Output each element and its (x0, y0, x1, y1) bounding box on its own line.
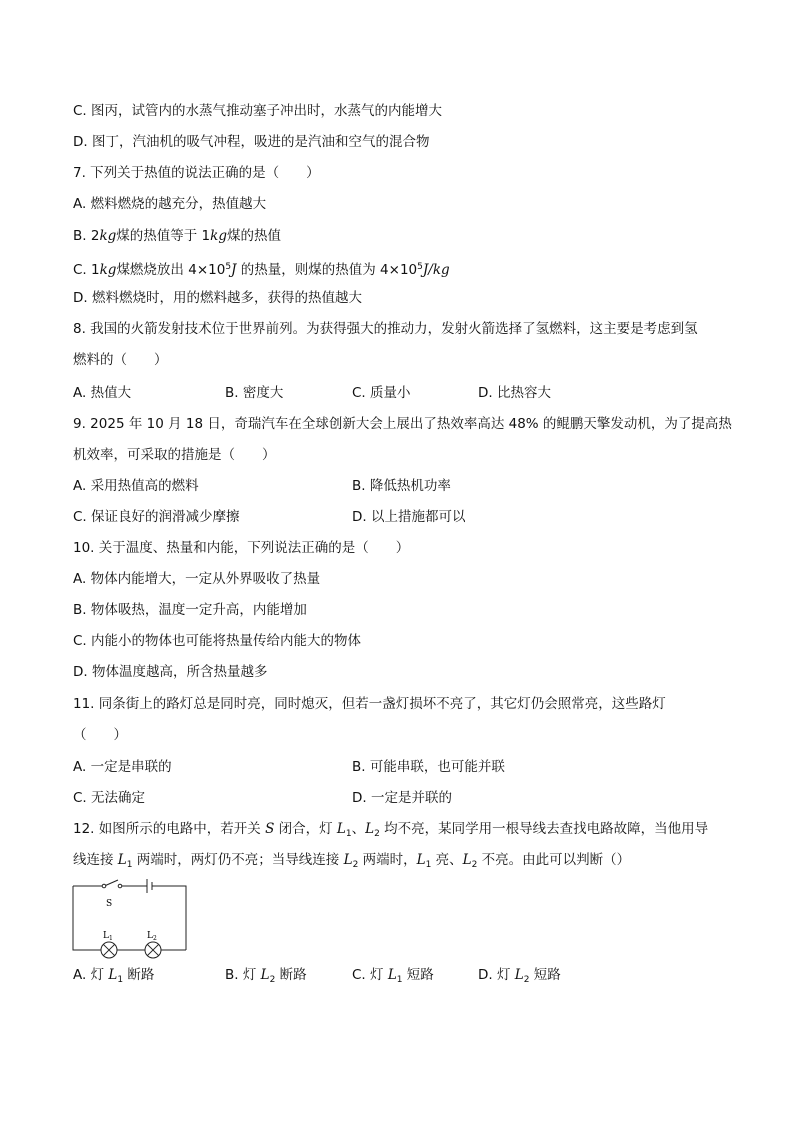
wire-top-right (152, 886, 186, 950)
q12-stem-line1: 12. 如图所示的电路中，若开关 S 闭合，灯 $L_1$、$L_2$ 均不亮，某同学用一根导线去查找电路故障，当他用导 (73, 821, 709, 839)
q11-option-c: C. 无法确定 (73, 790, 146, 806)
q10-option-a: A. 物体内能增大，一定从外界吸收了热量 (73, 571, 321, 587)
lamp1-label: $L_1$ (103, 931, 113, 942)
q11-stem-line2: （ ） (73, 727, 127, 743)
q12-option-b: B. 灯 $L_2$ 断路 (225, 967, 307, 985)
q9-stem-line2: 机效率，可采取的措施是（ ） (73, 447, 276, 463)
q6-option-c: C. 图丙，试管内的水蒸气推动塞子冲出时，水蒸气的内能增大 (73, 103, 443, 119)
q8-stem-line2: 燃料的（ ） (73, 352, 168, 368)
q8-stem-line1: 8. 我国的火箭发射技术位于世界前列。为获得强大的推动力，发射火箭选择了氢燃料，这主要是考虑到氢 (73, 321, 698, 337)
switch-terminal-right (118, 884, 122, 888)
q8-option-d: D. 比热容大 (478, 385, 551, 401)
q9-option-a: A. 采用热值高的燃料 (73, 478, 199, 494)
wire-left (73, 886, 101, 950)
q9-option-c: C. 保证良好的润滑减少摩擦 (73, 509, 240, 525)
q10-option-b: B. 物体吸热，温度一定升高，内能增加 (73, 602, 307, 618)
switch-terminal-left (102, 884, 106, 888)
q11-option-b: B. 可能串联，也可能并联 (352, 759, 505, 775)
q8-option-c: C. 质量小 (352, 385, 411, 401)
q10-stem: 10. 关于温度、热量和内能，下列说法正确的是（ ） (73, 540, 410, 556)
q9-option-b: B. 降低热机功率 (352, 478, 451, 494)
q12-option-d: D. 灯 $L_2$ 短路 (478, 967, 561, 985)
q7-option-d: D. 燃料燃烧时，用的燃料越多，获得的热值越大 (73, 290, 362, 306)
lamp2-label: $L_2$ (147, 931, 157, 942)
q12-option-c: C. 灯 $L_1$ 短路 (352, 967, 434, 985)
q7-stem: 7. 下列关于热值的说法正确的是（ ） (73, 165, 320, 181)
switch-blade (106, 880, 119, 886)
q11-option-d: D. 一定是并联的 (352, 790, 452, 806)
q11-option-a: A. 一定是串联的 (73, 759, 172, 775)
q6-option-d: D. 图丁，汽油机的吸气冲程，吸进的是汽油和空气的混合物 (73, 134, 430, 150)
q7-option-a: A. 燃料燃烧的越充分，热值越大 (73, 196, 267, 212)
q10-option-c: C. 内能小的物体也可能将热量传给内能大的物体 (73, 633, 362, 649)
q9-option-d: D. 以上措施都可以 (352, 509, 466, 525)
q12-stem-line2: 线连接 $L_1$ 两端时，两灯仍不亮；当导线连接 $L_2$ 两端时，$L_1$ 亮、$L_2$ 不亮。由此可以判断（） (73, 852, 631, 870)
q9-stem-line1: 9. 2025 年 10 月 18 日，奇瑞汽车在全球创新大会上展出了热效率高达 48% 的鲲鹏天擎发动机，为了提高热 (73, 416, 732, 432)
q11-stem-line1: 11. 同条街上的路灯总是同时亮，同时熄灭，但若一盏灯损坏不亮了，其它灯仍会照常亮，这些路灯 (73, 696, 666, 712)
q7-option-c: C. 1kg煤燃烧放出 $4\times 10^5J$ 的热量，则煤的热值为 $4\times 10^5J/kg$ (73, 262, 450, 278)
switch-label: S (106, 899, 113, 909)
q7-option-b: B. 2kg煤的热值等于 1kg煤的热值 (73, 228, 281, 244)
q8-option-a: A. 热值大 (73, 385, 132, 401)
circuit-diagram (70, 876, 192, 962)
q10-option-d: D. 物体温度越高，所含热量越多 (73, 664, 268, 680)
q8-option-b: B. 密度大 (225, 385, 284, 401)
q12-option-a: A. 灯 $L_1$ 断路 (73, 967, 155, 985)
